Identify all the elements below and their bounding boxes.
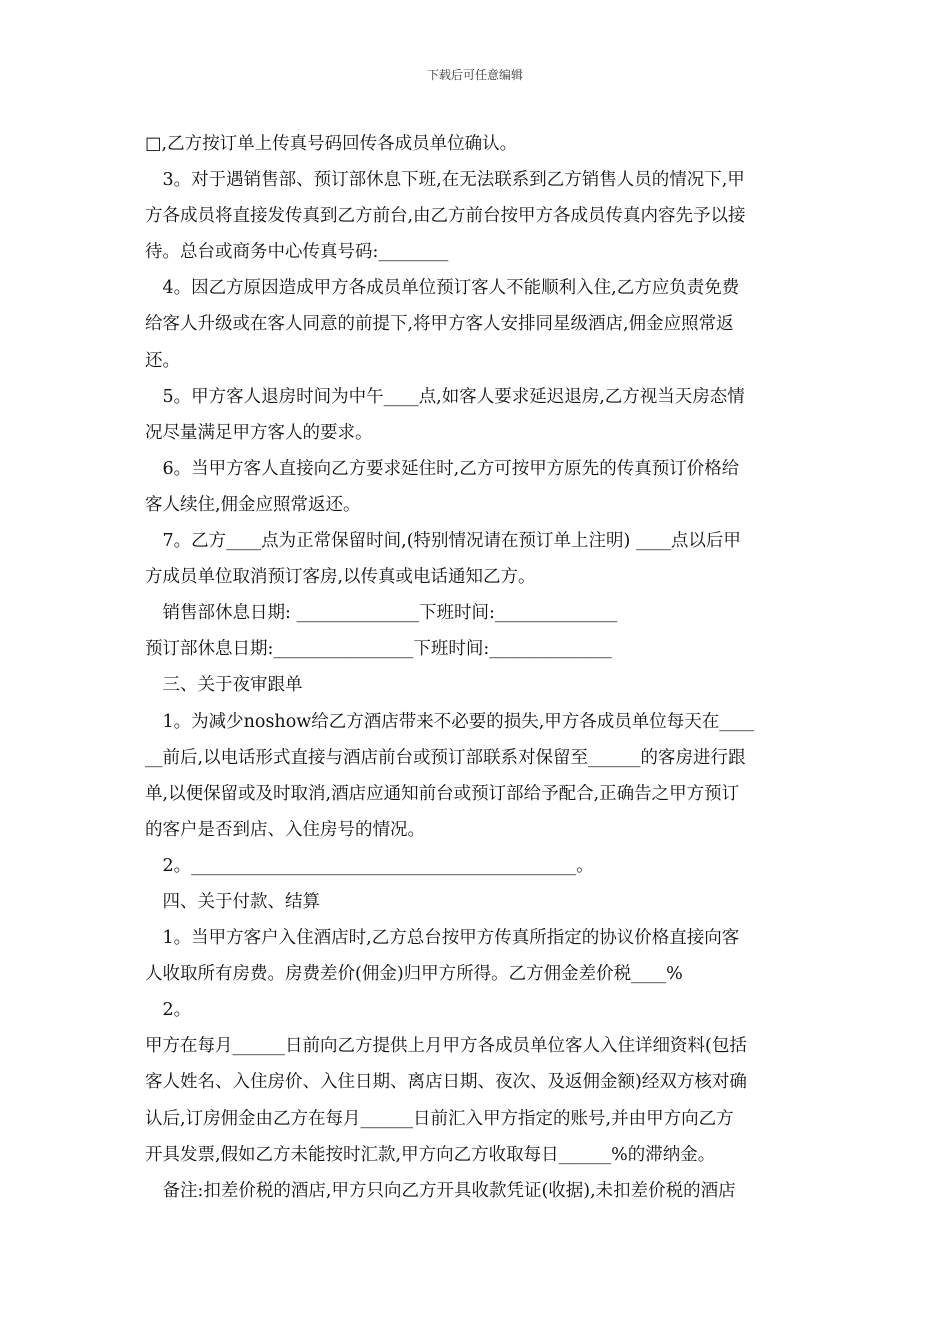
text-line: 预订部休息日期:________________下班时间:______________ <box>145 639 612 660</box>
text-line: 待。总台或商务中心传真号码:________ <box>145 242 449 263</box>
contract-body <box>145 126 807 1209</box>
text-line: 开具发票,假如乙方未能按时汇款,甲方向乙方收取每日______%的滞纳金。 <box>145 1144 716 1165</box>
text-line: 三、关于夜审跟单 <box>145 675 303 696</box>
text-line: 2。 <box>145 1000 192 1021</box>
text-line: 甲方在每月______日前向乙方提供上月甲方各成员单位客人入住详细资料(包括 <box>145 1036 747 1057</box>
text-line: 认后,订房佣金由乙方在每月______日前汇入甲方指定的账号,并由甲方向乙方 <box>145 1108 734 1129</box>
text-line: 销售部休息日期: ______________下班时间:______________ <box>145 603 618 624</box>
text-line: 四、关于付款、结算 <box>145 891 320 912</box>
text-line: 人收取所有房费。房费差价(佣金)归甲方所得。乙方佣金差价税____% <box>145 964 683 985</box>
text-line: 客人续住,佣金应照常返还。 <box>145 494 361 515</box>
text-line: 备注:扣差价税的酒店,甲方只向乙方开具收款凭证(收据),未扣差价税的酒店 <box>145 1180 736 1201</box>
page-header: 下载后可任意编辑 <box>426 68 523 82</box>
text-line: 客人姓名、入住房价、入住日期、离店日期、夜次、及返佣金额)经双方核对确 <box>145 1072 747 1093</box>
text-line: 5。甲方客人退房时间为中午____点,如客人要求延迟退房,乙方视当天房态情 <box>145 386 745 407</box>
text-line: □,乙方按订单上传真号码回传各成员单位确认。 <box>145 134 518 154</box>
text-line: 6。当甲方客人直接向乙方要求延住时,乙方可按甲方原先的传真预订价格给 <box>145 458 740 479</box>
text-line: 3。对于遇销售部、预订部休息下班,在无法联系到乙方销售人员的情况下,甲 <box>145 170 745 191</box>
text-line: 4。因乙方原因造成甲方各成员单位预订客人不能顺利入住,乙方应负责免费 <box>145 278 740 299</box>
text-line: 况尽量满足甲方客人的要求。 <box>145 422 373 443</box>
text-line: 还。 <box>145 350 180 371</box>
text-line: 方成员单位取消预订客房,以传真或电话通知乙方。 <box>145 567 536 588</box>
text-line: __前后,以电话形式直接与酒店前台或预订部联系对保留至______的客房进行跟 <box>145 747 746 768</box>
text-line: 7。乙方____点为正常保留时间,(特别情况请在预订单上注明) ____点以后甲 <box>145 531 741 552</box>
text-line: 1。为减少noshow给乙方酒店带来不必要的损失,甲方各成员单位每天在____ <box>145 711 755 732</box>
text-line: 1。当甲方客户入住酒店时,乙方总台按甲方传真所指定的协议价格直接向客 <box>145 928 740 949</box>
text-line: 方各成员将直接发传真到乙方前台,由乙方前台按甲方各成员传真内容先予以接 <box>145 206 746 227</box>
text-line: 单,以便保留或及时取消,酒店应通知前台或预订部给予配合,正确告之甲方预订 <box>145 783 740 804</box>
text-line: 给客人升级或在客人同意的前提下,将甲方客人安排同星级酒店,佣金应照常返 <box>145 314 734 335</box>
text-line: 2。____________________________________________。 <box>145 855 594 876</box>
text-line: 的客户是否到店、入住房号的情况。 <box>145 819 425 840</box>
